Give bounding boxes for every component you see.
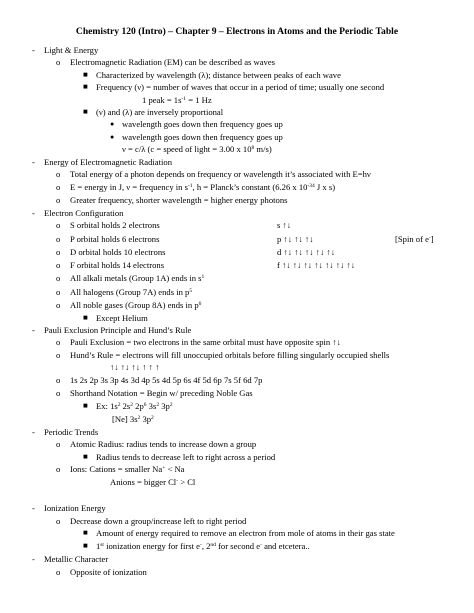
circle-bullet: o: [56, 234, 61, 244]
square-bullet-icon: ■: [83, 82, 88, 91]
dash-bullet: -: [32, 503, 35, 513]
list-item: o E = energy in J, ν = frequency in $s^{-1}$, h = Planck’s constant (6.26 x $10^{-34}$ J x s): [56, 182, 336, 192]
circle-bullet: o: [56, 516, 61, 526]
list-item: o Hund’s Rule = electrons will fill unoccupied orbitals before filling singularly occupied shells: [56, 350, 390, 360]
speed-line: ν = c/λ (c = speed of light = 3.00 x $10^8$ m/s): [122, 144, 272, 154]
square-bullet-icon: ■: [83, 401, 88, 410]
heading-ionization: - Ionization Energy: [32, 503, 106, 513]
list-item: o Atomic Radius: radius tends to increase down a group: [56, 439, 257, 449]
circle-bullet: o: [56, 57, 61, 67]
list-item: ■ Frequency (ν) = number of waves that occur in a period of time; usually one second: [83, 82, 385, 92]
heading-periodic-trends: - Periodic Trends: [32, 427, 99, 437]
list-item: o S orbital holds 2 electrons: [56, 220, 160, 230]
list-item: o Greater frequency, shorter wavelength = higher energy photons: [56, 195, 288, 205]
square-bullet-icon: ■: [83, 107, 88, 116]
circle-bullet: o: [56, 350, 61, 360]
circle-bullet: o: [56, 260, 61, 270]
heading-pauli-hund: - Pauli Exclusion Principle and Hund’s Rule: [32, 325, 192, 335]
circle-bullet: o: [56, 169, 61, 179]
heading-metallic: - Metallic Character: [32, 554, 109, 564]
square-bullet-icon: ■: [83, 528, 88, 537]
orbital-arrows-s: s ↑↓: [277, 220, 292, 230]
list-item: o D orbital holds 10 electrons: [56, 247, 166, 257]
list-item: o All noble gases (Group 8A) ends in $p^6$: [56, 300, 202, 310]
list-item: ■ 1st ionization energy for first e-, 2nd for second e- and etcetera..: [83, 541, 310, 551]
list-item: o Opposite of ionization: [56, 567, 147, 577]
orbital-arrows-p: p ↑↓ ↑↓ ↑↓: [277, 234, 314, 244]
list-item: ● wavelength goes down then frequency goes up: [110, 119, 283, 129]
list-item: ■ Amount of energy required to remove an electron from mole of atoms in their gas state: [83, 528, 395, 538]
list-item: o Decrease down a group/increase left to right period: [56, 516, 247, 526]
circle-bullet: o: [56, 273, 61, 283]
list-item: ● wavelength goes down then frequency goes up: [110, 132, 283, 142]
list-item: ■ Characterized by wavelength (λ); distance between peaks of each wave: [83, 70, 341, 80]
circle-bullet: o: [56, 182, 61, 192]
dot-bullet-icon: ●: [110, 120, 115, 128]
circle-bullet: o: [56, 567, 61, 577]
circle-bullet: o: [56, 375, 61, 385]
dot-bullet-icon: ●: [110, 133, 115, 141]
square-bullet-icon: ■: [83, 541, 88, 550]
circle-bullet: o: [56, 464, 61, 474]
list-item: o 1s 2s 2p 3s 3p 4s 3d 4p 5s 4d 5p 6s 4f 5d 6p 7s 5f 6d 7p: [56, 375, 263, 385]
circle-bullet: o: [56, 287, 61, 297]
list-item: o All alkali metals (Group 1A) ends in $s^1$: [56, 273, 205, 283]
dash-bullet: -: [32, 325, 35, 335]
list-item: o Pauli Exclusion = two electrons in the same orbital must have opposite spin ↑↓: [56, 337, 341, 347]
dash-bullet: -: [32, 554, 35, 564]
circle-bullet: o: [56, 439, 61, 449]
hund-arrows: ↑↓ ↑↓ ↑↓ ↑ ↑ ↑: [110, 362, 160, 372]
peak-line: 1 peak = $1s^{-1} = 1$ Hz: [142, 95, 212, 105]
dash-bullet: -: [32, 427, 35, 437]
circle-bullet: o: [56, 388, 61, 398]
ne-shorthand: [Ne] $3s^2$ $3p^2$: [112, 414, 154, 424]
dash-bullet: -: [32, 208, 35, 218]
list-item: ■ Except Helium: [83, 313, 148, 323]
square-bullet-icon: ■: [83, 70, 88, 79]
list-item: o P orbital holds 6 electrons: [56, 234, 160, 244]
square-bullet-icon: ■: [83, 452, 88, 461]
list-item: ■ (ν) and (λ) are inversely proportional: [83, 107, 224, 117]
circle-bullet: o: [56, 300, 61, 310]
dash-bullet: -: [32, 45, 35, 55]
anion-line: Anions = bigger Cl- > Cl: [110, 477, 196, 487]
list-item: o All halogens (Group 7A) ends in $p^5$: [56, 287, 193, 297]
circle-bullet: o: [56, 195, 61, 205]
heading-energy-em: - Energy of Electromagnetic Radiation: [32, 157, 172, 167]
heading-electron-config: - Electron Configuration: [32, 208, 124, 218]
spin-note: [Spin of e-]: [395, 234, 434, 244]
square-bullet-icon: ■: [83, 313, 88, 322]
orbital-arrows-d: d ↑↓ ↑↓ ↑↓ ↑↓ ↑↓: [277, 247, 336, 257]
list-item: o Ions: Cations = smaller Na+ < Na: [56, 464, 185, 474]
page-title: Chemistry 120 (Intro) – Chapter 9 – Electrons in Atoms and the Periodic Table: [75, 26, 399, 37]
list-item: o Electromagnetic Radiation (EM) can be described as waves: [56, 57, 275, 67]
list-item: ■ Radius tends to decrease left to right across a period: [83, 452, 276, 462]
circle-bullet: o: [56, 220, 61, 230]
list-item: o Shorthand Notation = Begin w/ preceding Noble Gas: [56, 388, 253, 398]
list-item: o Total energy of a photon depends on frequency or wavelength it’s associated with E=hν: [56, 169, 371, 179]
circle-bullet: o: [56, 337, 61, 347]
list-item: ■ Ex: $1s^2$ $2s^2$ $2p^6$ $3s^2$ $3p^2$: [83, 401, 173, 411]
circle-bullet: o: [56, 247, 61, 257]
heading-light-energy: - Light & Energy: [32, 45, 99, 55]
orbital-arrows-f: f ↑↓ ↑↓ ↑↓ ↑↓ ↑↓ ↑↓ ↑↓: [277, 260, 356, 270]
list-item: o F orbital holds 14 electrons: [56, 260, 165, 270]
dash-bullet: -: [32, 157, 35, 167]
